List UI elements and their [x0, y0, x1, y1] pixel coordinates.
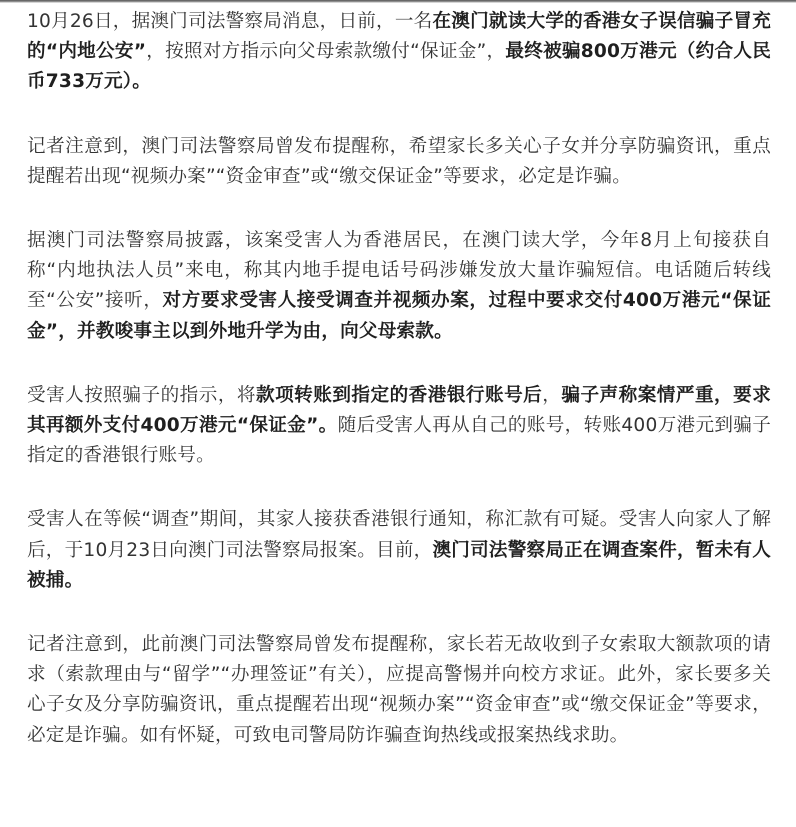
top-divider	[0, 0, 796, 3]
bold-text-segment: 最终被骗800万港元（约合人民币733万元）。	[27, 41, 771, 93]
paragraph-4	[27, 381, 771, 472]
text-segment: 据澳门司法警察局披露，该案受害人为香港居民，在澳门读大学，今年8月上旬接获自称“内地执法人员”来电，称其内地手提电话号码涉嫌发放大量诈骗短信。电话随后转线至“公安”接听，	[27, 230, 771, 312]
text-segment: 记者注意到，澳门司法警察局曾发布提醒称，希望家长多关心子女并分享防骗资讯，重点提醒若出现“视频办案”“资金审查”或“缴交保证金”等要求，必定是诈骗。	[27, 135, 771, 187]
text-segment: 记者注意到，此前澳门司法警察局曾发布提醒称，家长若无故收到子女索取大额款项的请求（索款理由与“留学”“办理签证”有关），应提高警惕并向校方求证。此外，家长要多关心子女及分享防骗资讯，重点提醒若出现“视频办案”“资金审查”或“缴交保证金”等要求，必定是诈骗。如有怀疑，可致电司警局防诈骗查询热线或报案热线求助。	[27, 634, 771, 746]
bold-text-segment: 款项转账到指定的香港银行账号后	[256, 384, 543, 406]
news-article-body	[27, 7, 771, 785]
paragraph-5	[27, 505, 771, 596]
paragraph-6	[27, 630, 771, 751]
text-segment: 受害人在等候“调查”期间，其家人接获香港银行通知，称汇款有可疑。受害人向家人了解后，于10月23日向澳门司法警察局报案。目前，	[27, 509, 771, 561]
bold-text-segment: 对方要求受害人接受调查并视频办案，过程中要求交付400万港元“保证金”，并教唆事主以到外地升学为由，向父母索款。	[27, 290, 771, 342]
text-segment: ，按照对方指示向父母索款缴付“保证金”，	[146, 41, 506, 63]
text-segment: 受害人按照骗子的指示，将	[27, 384, 257, 406]
text-segment: ，	[542, 384, 562, 406]
paragraph-2	[27, 132, 771, 192]
paragraph-3	[27, 226, 771, 347]
paragraph-1	[27, 7, 771, 98]
bold-text-segment: 骗子声称案情严重，要求其再额外支付400万港元“保证金”。	[27, 384, 772, 437]
text-segment: 随后受害人再从自己的账号，转账400万港元到骗子指定的香港银行账号。	[27, 415, 771, 467]
bold-text-segment: 澳门司法警察局正在调查案件，暂未有人被捕。	[27, 539, 771, 591]
text-segment: 10月26日，据澳门司法警察局消息，日前，一名	[27, 11, 433, 32]
bold-text-segment: 在澳门就读大学的香港女子误信骗子冒充的“内地公安”	[27, 11, 771, 63]
